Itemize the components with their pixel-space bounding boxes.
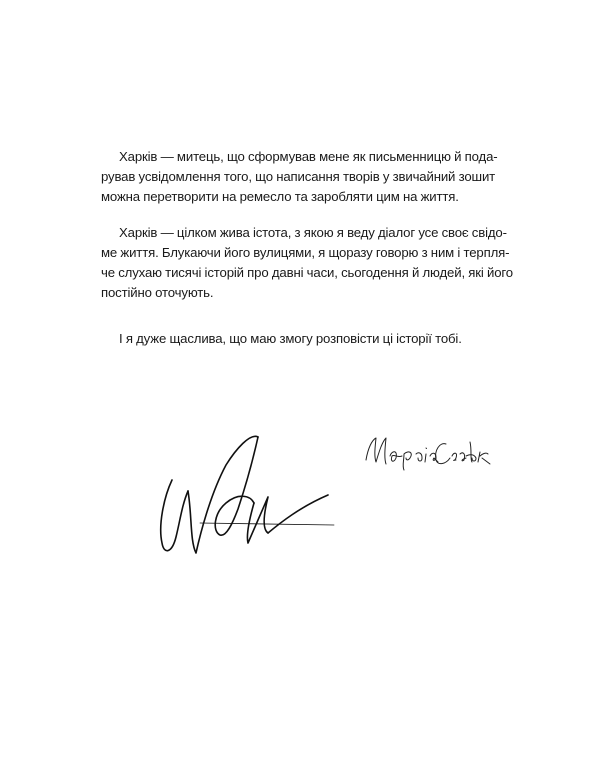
paragraph-2-line-4: постійно оточують. bbox=[101, 285, 214, 300]
handwritten-signature bbox=[150, 425, 340, 565]
paragraph-1 bbox=[83, 147, 498, 207]
handwritten-name bbox=[362, 430, 494, 475]
paragraph-2-line-1: Харків — цілком жива істота, з якою я веду діалог усе своє свідо- bbox=[119, 225, 507, 240]
paragraph-1-line-2: рував усвідомлення того, що написання творів у звичайний зошит bbox=[101, 169, 496, 184]
paragraph-2-line-2: ме життя. Блукаючи його вулицями, я щоразу говорю з ним і терпля- bbox=[101, 245, 510, 260]
paragraph-3 bbox=[83, 329, 462, 349]
paragraph-1-line-1: Харків — митець, що сформував мене як письменницю й пода- bbox=[119, 149, 498, 164]
paragraph-2 bbox=[83, 223, 513, 303]
paragraph-3-line-1: І я дуже щаслива, що маю змогу розповісти ці історії тобі. bbox=[119, 331, 462, 346]
paragraph-2-line-3: че слухаю тисячі історій про давні часи, сьогодення й людей, які його bbox=[101, 265, 513, 280]
paragraph-1-line-3: можна перетворити на ремесло та заробляти цим на життя. bbox=[101, 189, 459, 204]
